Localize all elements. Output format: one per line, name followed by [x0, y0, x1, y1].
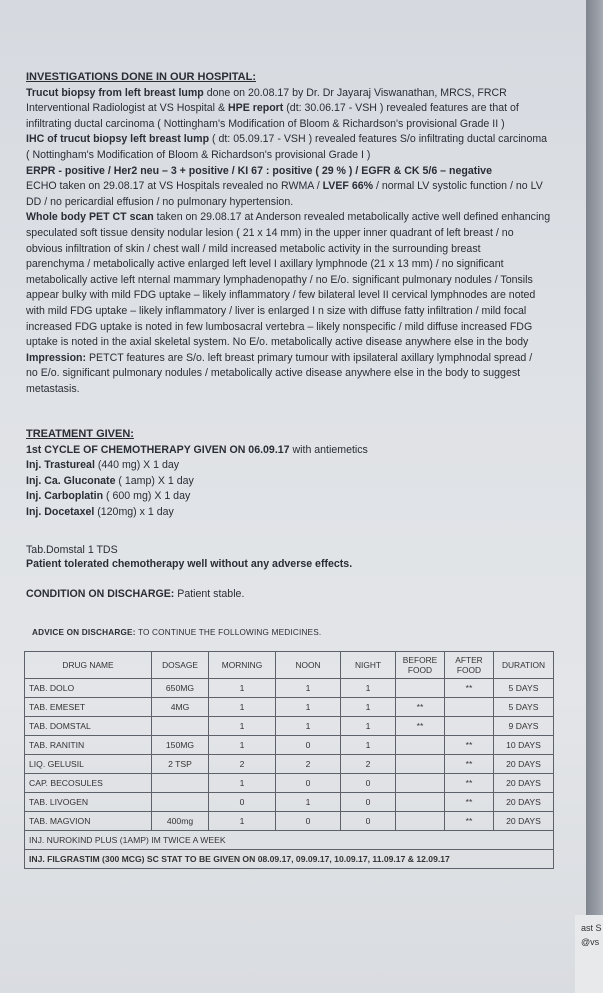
table-row	[25, 774, 554, 793]
after-food-cell: **	[445, 774, 494, 793]
drug-name-cell: TAB. DOLO	[25, 679, 152, 698]
before-food-cell	[396, 793, 445, 812]
col-duration: DURATION	[494, 652, 554, 679]
noon-cell: 0	[276, 774, 341, 793]
after-food-cell: **	[445, 679, 494, 698]
after-food-cell	[445, 717, 494, 736]
morning-cell: 0	[209, 793, 276, 812]
before-food-cell	[396, 679, 445, 698]
filgrastim-note: INJ. FILGRASTIM (300 MCG) SC STAT TO BE GIVEN ON 08.09.17, 09.09.17, 10.09.17, 11.09.17 & 12.09.17	[25, 850, 554, 869]
dosage-cell: 150MG	[152, 736, 209, 755]
night-cell: 1	[341, 698, 396, 717]
pet-line-3: obvious infiltration of skin / chest wall / mild increased metabolic activity in the surrounding breast	[26, 242, 481, 255]
morning-cell: 2	[209, 755, 276, 774]
noon-cell: 1	[276, 698, 341, 717]
treatment-section	[26, 427, 586, 521]
duration-cell: 20 DAYS	[494, 774, 554, 793]
grade-i-line: ( Nottingham's Modification of Bloom & Richardson's provisional Grade I )	[26, 148, 371, 161]
table-row	[25, 717, 554, 736]
table-note-row	[25, 850, 554, 869]
dosage-cell	[152, 793, 209, 812]
col-morning: MORNING	[209, 652, 276, 679]
night-cell: 0	[341, 793, 396, 812]
night-cell: 0	[341, 774, 396, 793]
night-cell: 1	[341, 679, 396, 698]
pet-line-1: Whole body PET CT scan taken on 29.08.17 at Anderson revealed metabolically active well defined enhancing	[26, 211, 551, 224]
investigations-heading: INVESTIGATIONS DONE IN OUR HOSPITAL:	[26, 71, 256, 83]
before-food-cell	[396, 755, 445, 774]
chemo-cycle-line: 1st CYCLE OF CHEMOTHERAPY GIVEN ON 06.09.17 with antiemetics	[26, 443, 368, 456]
table-row	[25, 736, 554, 755]
hpe-line: Interventional Radiologist at VS Hospital & HPE report (dt: 30.06.17 - VSH ) revealed features are that of	[26, 102, 519, 115]
table-row	[25, 755, 554, 774]
drug-name-cell: LIQ. GELUSIL	[25, 755, 152, 774]
col-noon: NOON	[276, 652, 341, 679]
after-food-cell: **	[445, 736, 494, 755]
noon-cell: 1	[276, 793, 341, 812]
pet-line-7: with mild FDG uptake – likely inflammatory / liver is enlarged I n size with diffuse fatty infiltration / mild focal	[26, 304, 527, 317]
noon-cell: 0	[276, 736, 341, 755]
receptor-line: ERPR - positive / Her2 neu – 3 + positive / KI 67 : positive ( 29 % ) / EGFR & CK 5/6 – negative	[26, 164, 492, 177]
pet-line-9: uptake is noted in the axial skeletal system. No E/o. metabolically active disease anywhere else in the body	[26, 336, 529, 349]
dosage-cell	[152, 717, 209, 736]
pet-line-5: metabolically active left nternal mammary lymphadenopathy / no E/o. significant pulmonary nodules / Tonsils	[26, 273, 533, 286]
injection-ca-gluconate: Inj. Ca. Gluconate ( 1amp) X 1 day	[26, 474, 194, 487]
corner-text-2: @vs	[581, 937, 600, 947]
col-dosage: DOSAGE	[152, 652, 209, 679]
page-edge-shadow	[586, 0, 603, 993]
duration-cell: 9 DAYS	[494, 717, 554, 736]
duration-cell: 20 DAYS	[494, 793, 554, 812]
before-food-cell: **	[396, 717, 445, 736]
noon-cell: 2	[276, 755, 341, 774]
duration-cell: 10 DAYS	[494, 736, 554, 755]
noon-cell: 1	[276, 679, 341, 698]
injection-trastureal: Inj. Trastureal (440 mg) X 1 day	[26, 459, 180, 472]
night-cell: 2	[341, 755, 396, 774]
morning-cell: 1	[209, 717, 276, 736]
col-before-food: BEFORE FOOD	[396, 652, 445, 679]
after-food-cell	[445, 698, 494, 717]
before-food-cell	[396, 736, 445, 755]
table-row	[25, 812, 554, 831]
investigations-section	[26, 70, 586, 397]
trucut-line: Trucut biopsy from left breast lump done on 20.08.17 by Dr. Dr Jayaraj Viswanathan, MRCS, FRCR	[26, 86, 507, 99]
col-drug-name: DRUG NAME	[25, 652, 152, 679]
ihc-line: IHC of trucut biopsy left breast lump ( dt: 05.09.17 - VSH ) revealed features S/o infiltrating ductal carcinoma	[26, 133, 548, 146]
pet-line-4: parenchyma / metabolically active enlarged left level I axillary lymphnode (21 x 13 mm) / no significant	[26, 258, 504, 271]
table-header-row	[25, 652, 554, 679]
after-food-cell: **	[445, 755, 494, 774]
before-food-cell	[396, 812, 445, 831]
injection-carboplatin: Inj. Carboplatin ( 600 mg) X 1 day	[26, 490, 191, 503]
drug-name-cell: TAB. MAGVION	[25, 812, 152, 831]
medication-table	[24, 651, 554, 869]
drug-name-cell: CAP. BECOSULES	[25, 774, 152, 793]
col-after-food: AFTER FOOD	[445, 652, 494, 679]
dosage-cell: 400mg	[152, 812, 209, 831]
injection-docetaxel: Inj. Docetaxel (120mg) x 1 day	[26, 505, 174, 518]
table-row	[25, 793, 554, 812]
underlying-page-corner	[575, 915, 603, 993]
advice-line: ADVICE ON DISCHARGE: TO CONTINUE THE FOLLOWING MEDICINES.	[32, 628, 322, 637]
dosage-cell: 4MG	[152, 698, 209, 717]
tab-domstal-line: Tab.Domstal 1 TDS	[26, 544, 118, 556]
pet-line-8: increased FDG uptake is noted in few lumbosacral vertebra – likely nonspecific / mild diffuse increased FDG	[26, 320, 533, 333]
morning-cell: 1	[209, 812, 276, 831]
duration-cell: 20 DAYS	[494, 755, 554, 774]
table-row	[25, 679, 554, 698]
col-night: NIGHT	[341, 652, 396, 679]
duration-cell: 5 DAYS	[494, 698, 554, 717]
drug-name-cell: TAB. DOMSTAL	[25, 717, 152, 736]
duration-cell: 5 DAYS	[494, 679, 554, 698]
before-food-cell	[396, 774, 445, 793]
night-cell: 1	[341, 736, 396, 755]
dosage-cell: 650MG	[152, 679, 209, 698]
noon-cell: 1	[276, 717, 341, 736]
drug-name-cell: TAB. RANITIN	[25, 736, 152, 755]
drug-name-cell: TAB. EMESET	[25, 698, 152, 717]
after-food-cell: **	[445, 793, 494, 812]
table-row	[25, 698, 554, 717]
pet-line-6: appear bulky with mild FDG uptake – likely inflammatory / few bilateral level II cervical lymphnodes are noted	[26, 289, 536, 302]
noon-cell: 0	[276, 812, 341, 831]
morning-cell: 1	[209, 679, 276, 698]
after-food-cell: **	[445, 812, 494, 831]
table-note-row	[25, 831, 554, 850]
echo-line-2: DD / no pericardial effusion / no pulmonary hypertension.	[26, 195, 294, 208]
echo-line-1: ECHO taken on 29.08.17 at VS Hospitals revealed no RWMA / LVEF 66% / normal LV systolic function / no LV	[26, 180, 543, 193]
impression-line-3: metastasis.	[26, 382, 80, 395]
dosage-cell	[152, 774, 209, 793]
grade-line: infiltrating ductal carcinoma ( Nottingham's Modification of Bloom & Richardson's provisional Grade II )	[26, 117, 505, 130]
morning-cell: 1	[209, 774, 276, 793]
morning-cell: 1	[209, 736, 276, 755]
night-cell: 1	[341, 717, 396, 736]
tolerance-line: Patient tolerated chemotherapy well without any adverse effects.	[26, 558, 353, 570]
morning-cell: 1	[209, 698, 276, 717]
duration-cell: 20 DAYS	[494, 812, 554, 831]
before-food-cell: **	[396, 698, 445, 717]
impression-line-1: Impression: PETCT features are S/o. left breast primary tumour with ipsilateral axillary lymphnodal spread /	[26, 351, 533, 364]
pet-line-2: speculated soft tissue density nodular lesion ( 21 x 14 mm) in the upper inner quadrant of left breast / no	[26, 226, 514, 239]
night-cell: 0	[341, 812, 396, 831]
drug-name-cell: TAB. LIVOGEN	[25, 793, 152, 812]
treatment-heading: TREATMENT GIVEN:	[26, 428, 134, 440]
dosage-cell: 2 TSP	[152, 755, 209, 774]
nurokind-note: INJ. NUROKIND PLUS (1AMP) IM TWICE A WEEK	[25, 831, 554, 850]
discharge-condition: CONDITION ON DISCHARGE: Patient stable.	[26, 588, 245, 600]
impression-line-2: no E/o. significant pulmonary nodules / metabolically active disease anywhere else in the body to suggest	[26, 367, 521, 380]
corner-text-1: ast S	[581, 923, 602, 933]
